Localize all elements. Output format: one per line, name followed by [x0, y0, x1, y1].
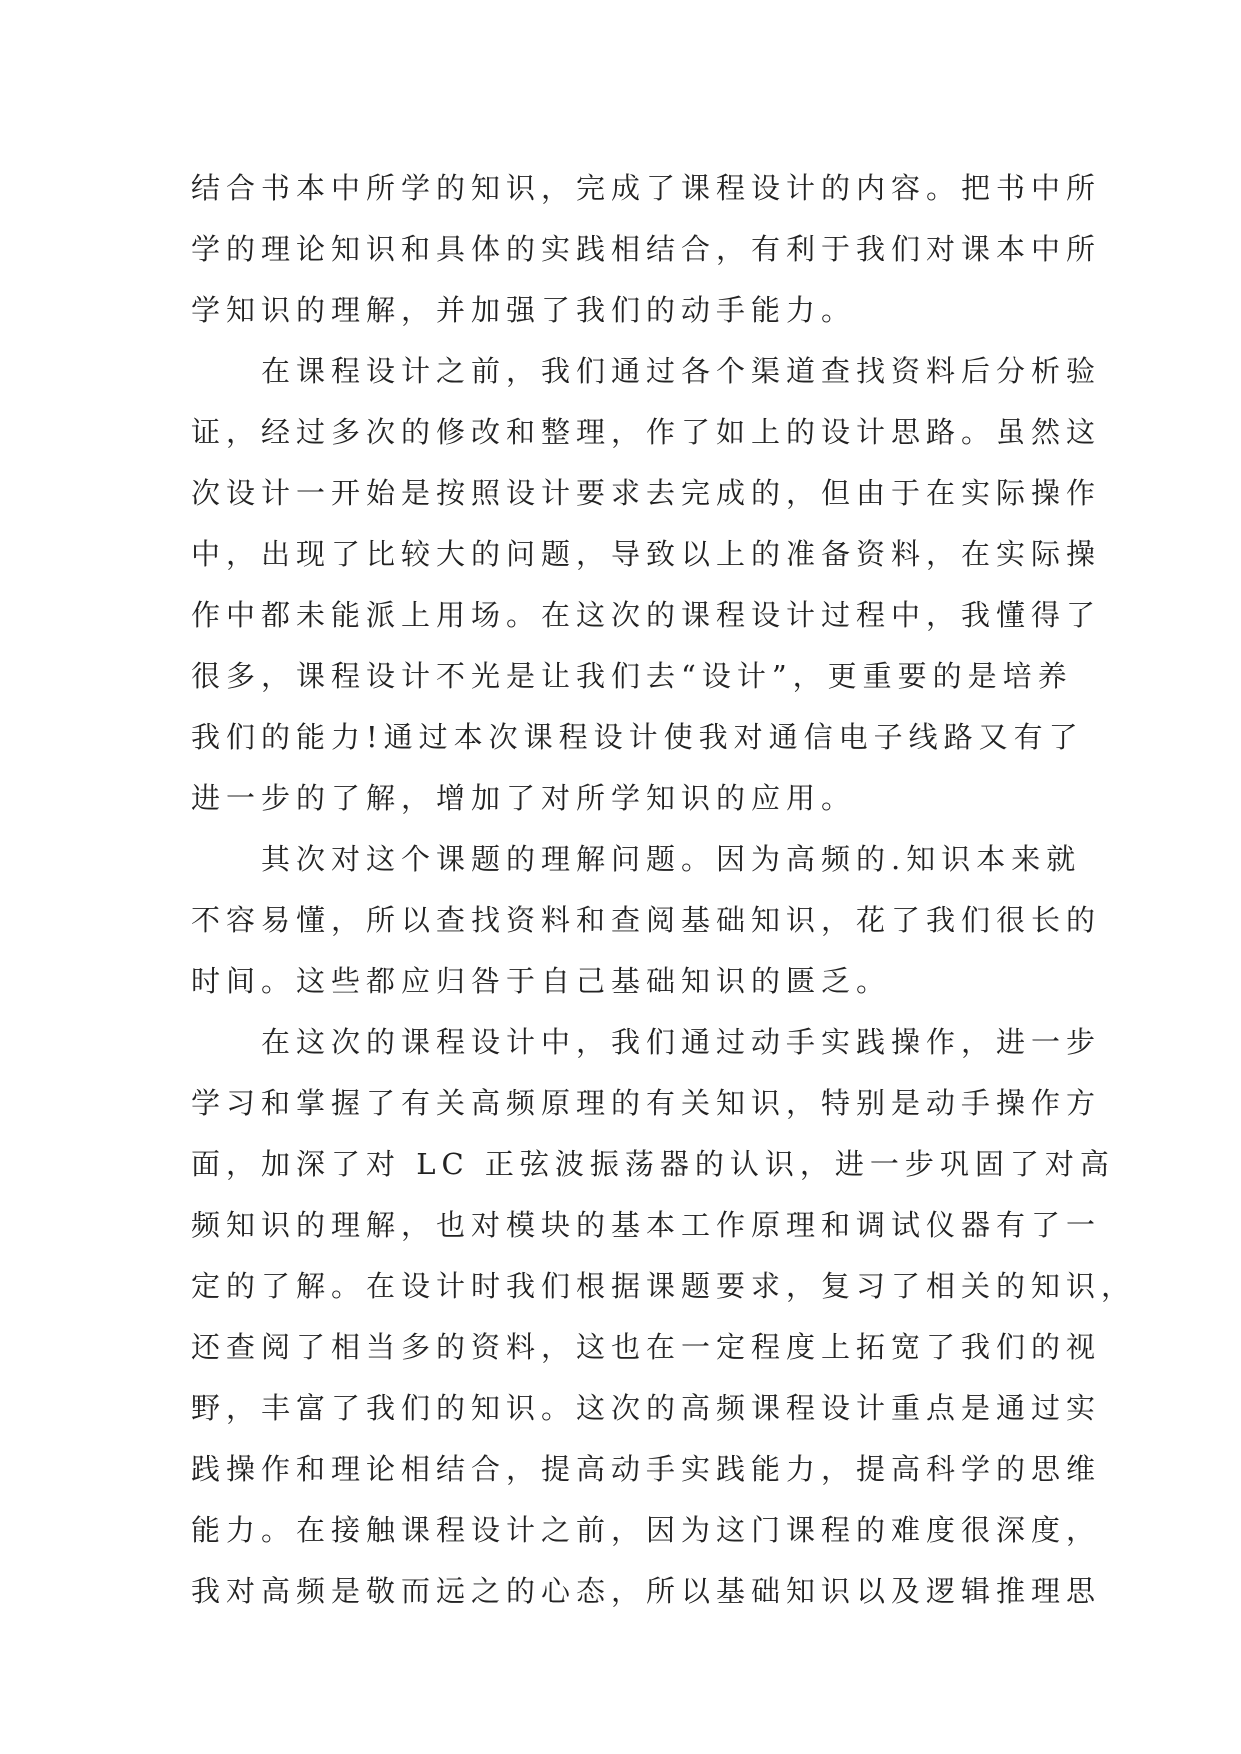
text-line: 定的了解。在设计时我们根据课题要求，复习了相关的知识，	[191, 1269, 1137, 1303]
text-line: 学的理论知识和具体的实践相结合，有利于我们对课本中所	[191, 232, 1102, 266]
text-line: 作中都未能派上用场。在这次的课程设计过程中，我懂得了	[191, 598, 1102, 632]
text-line: 野，丰富了我们的知识。这次的高频课程设计重点是通过实	[191, 1391, 1102, 1425]
paragraph-first-line: 其次对这个课题的理解问题。因为高频的.知识本来就	[261, 842, 1082, 876]
text-line: 我对高频是敬而远之的心态，所以基础知识以及逻辑推理思	[191, 1574, 1102, 1608]
text-line: 次设计一开始是按照设计要求去完成的，但由于在实际操作	[191, 476, 1102, 510]
body-text	[191, 158, 1137, 1622]
text-line: 时间。这些都应归咎于自己基础知识的匮乏。	[191, 964, 892, 998]
paragraph-first-line: 在这次的课程设计中，我们通过动手实践操作，进一步	[261, 1025, 1102, 1059]
text-line: 证，经过多次的修改和整理，作了如上的设计思路。虽然这	[191, 415, 1102, 449]
text-line: 学知识的理解，并加强了我们的动手能力。	[191, 293, 857, 327]
text-line: 很多，课程设计不光是让我们去“设计”，更重要的是培养	[191, 659, 1073, 693]
text-line: 面，加深了对 LC 正弦波振荡器的认识，进一步巩固了对高	[191, 1147, 1115, 1181]
text-line: 践操作和理论相结合，提高动手实践能力，提高科学的思维	[191, 1452, 1102, 1486]
text-line: 能力。在接触课程设计之前，因为这门课程的难度很深度，	[191, 1513, 1102, 1547]
paragraph-first-line: 在课程设计之前，我们通过各个渠道查找资料后分析验	[261, 354, 1102, 388]
text-line: 结合书本中所学的知识，完成了课程设计的内容。把书中所	[191, 171, 1102, 205]
text-line: 不容易懂，所以查找资料和查阅基础知识，花了我们很长的	[191, 903, 1102, 937]
text-line: 还查阅了相当多的资料，这也在一定程度上拓宽了我们的视	[191, 1330, 1102, 1364]
text-line: 中，出现了比较大的问题，导致以上的准备资料，在实际操	[191, 537, 1102, 571]
text-line: 频知识的理解，也对模块的基本工作原理和调试仪器有了一	[191, 1208, 1102, 1242]
text-line: 我们的能力!通过本次课程设计使我对通信电子线路又有了	[191, 720, 1084, 754]
text-line: 学习和掌握了有关高频原理的有关知识，特别是动手操作方	[191, 1086, 1102, 1120]
text-line: 进一步的了解，增加了对所学知识的应用。	[191, 781, 857, 815]
